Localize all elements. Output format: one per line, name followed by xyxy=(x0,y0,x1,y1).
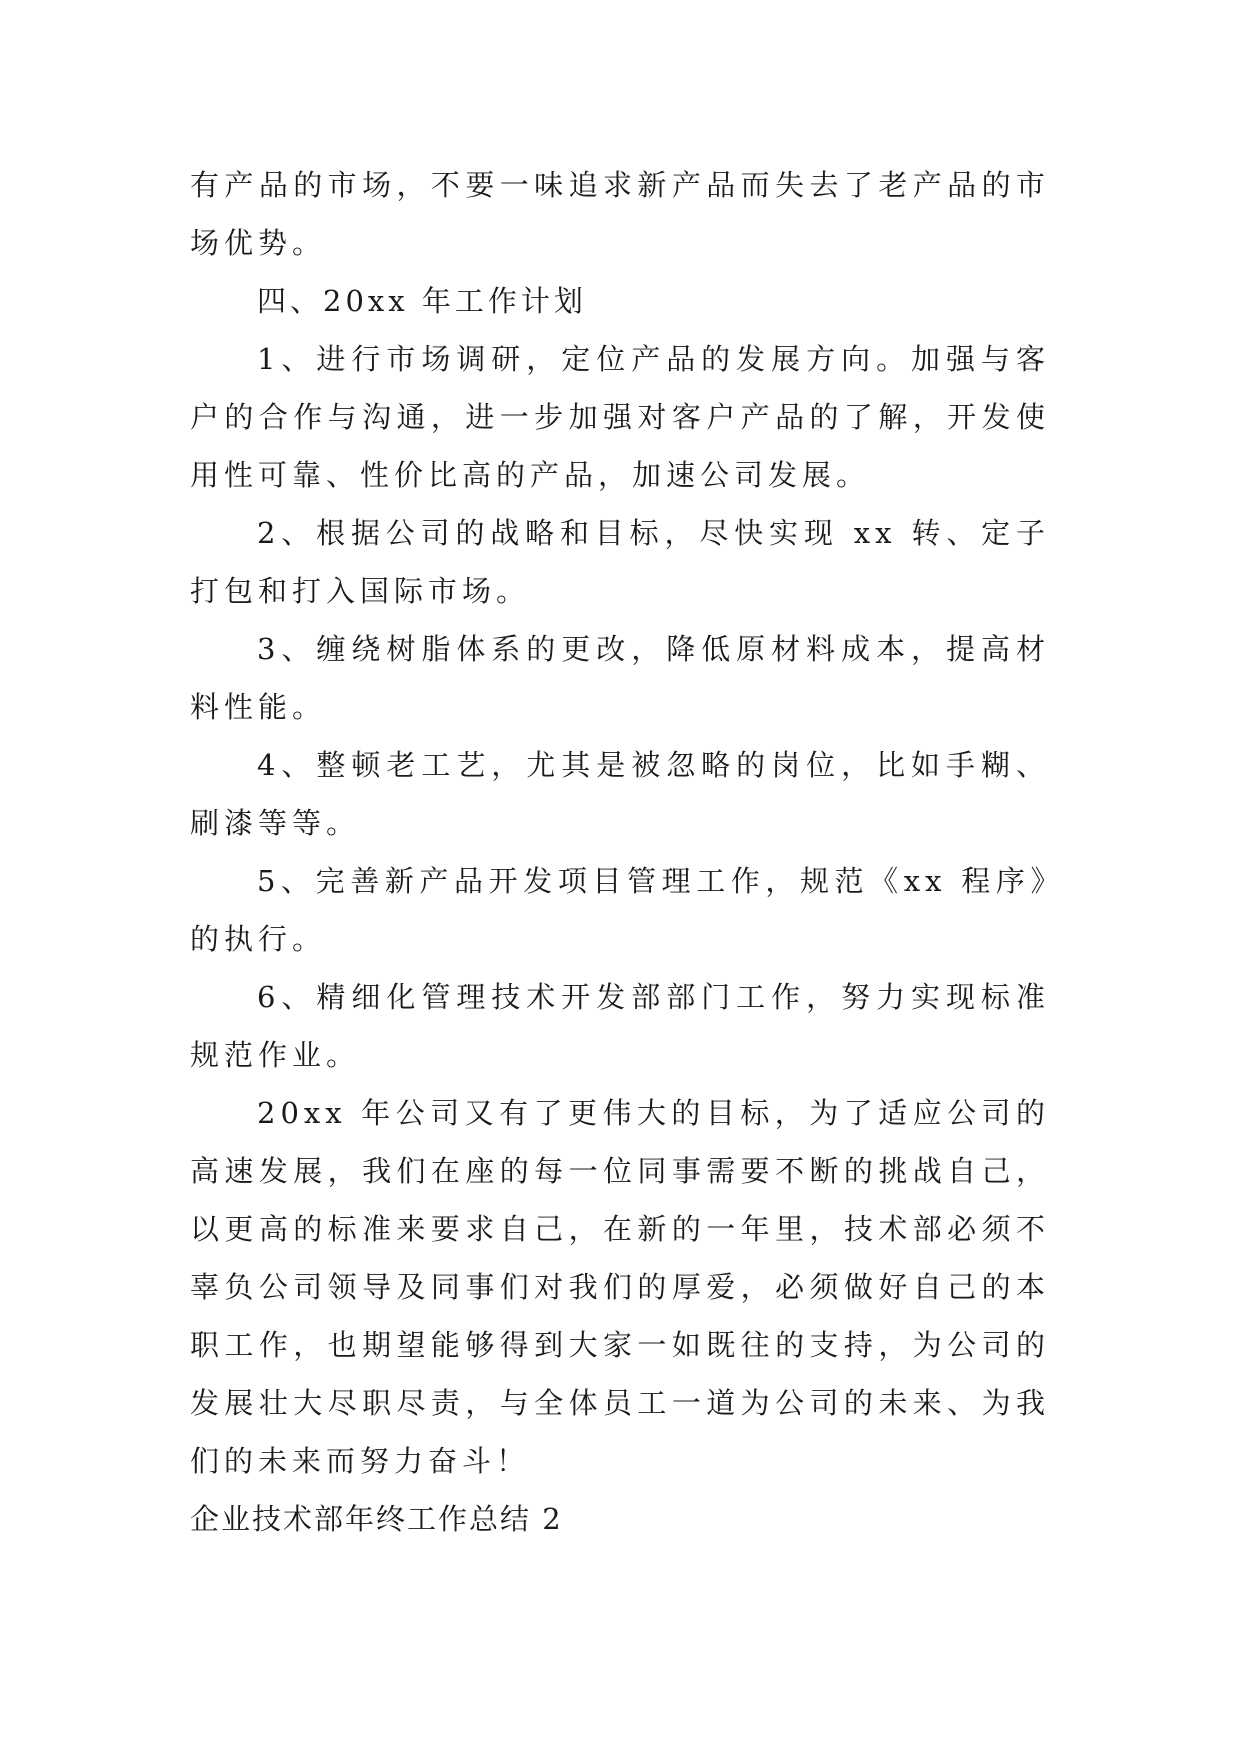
plan-item-6: 6、精细化管理技术开发部部门工作，努力实现标准规范作业。 xyxy=(190,980,1050,1072)
closing-paragraph: 20xx 年公司又有了更伟大的目标，为了适应公司的高速发展，我们在座的每一位同事需要不断的挑战自己，以更高的标准来要求自己，在新的一年里，技术部必须不辜负公司领导及同事们对我们的厚爱，必须做好自己的本职工作，也期望能够得到大家一如既往的支持，为公司的发展壮大尽职尽责，与全体员工一道为公司的未来、为我们的未来而努力奋斗！ xyxy=(190,1096,1050,1478)
plan-item-3: 3、缠绕树脂体系的更改，降低原材料成本，提高材料性能。 xyxy=(190,632,1050,724)
plan-item-4: 4、整顿老工艺，尤其是被忽略的岗位，比如手糊、刷漆等等。 xyxy=(190,748,1050,840)
section-heading-plan: 四、20xx 年工作计划 xyxy=(257,284,587,318)
plan-item-1: 1、进行市场调研，定位产品的发展方向。加强与客户的合作与沟通，进一步加强对客户产品的了解，开发使用性可靠、性价比高的产品，加速公司发展。 xyxy=(190,342,1050,492)
paragraph-continuation: 有产品的市场，不要一味追求新产品而失去了老产品的市场优势。 xyxy=(190,168,1050,260)
plan-item-5: 5、完善新产品开发项目管理工作，规范《xx 程序》的执行。 xyxy=(190,864,1050,956)
next-document-title: 企业技术部年终工作总结 2 xyxy=(190,1502,563,1536)
plan-item-2: 2、根据公司的战略和目标，尽快实现 xx 转、定子打包和打入国际市场。 xyxy=(190,516,1050,608)
document-body xyxy=(190,156,1050,1548)
